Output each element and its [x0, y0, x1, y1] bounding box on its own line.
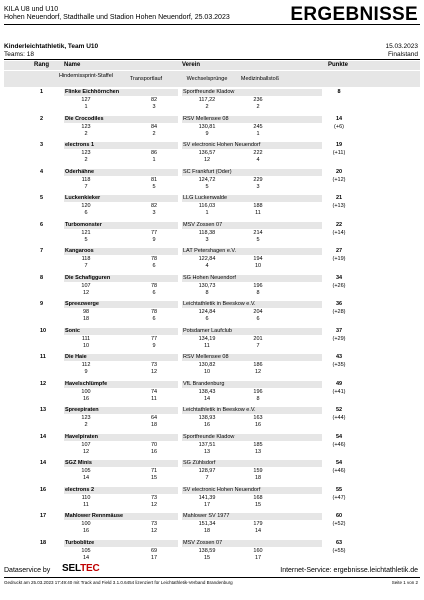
row-discipline-rank: 18 [82, 316, 90, 322]
row-value: 74 [150, 388, 158, 395]
row-club: Potsdamer Laufclub [182, 328, 322, 335]
row-club: SC Frankfurt (Oder) [182, 169, 322, 176]
row-points-diff: (+13) [332, 203, 346, 209]
table-row [4, 169, 420, 196]
row-value: 196 [253, 388, 263, 395]
row-value: 82 [150, 97, 158, 103]
row-value: 118 [81, 256, 91, 262]
row-discipline-rank: 10 [203, 369, 211, 375]
row-rank: 13 [40, 407, 47, 413]
row-value: 127 [81, 97, 91, 103]
row-team: Die Haie [64, 354, 178, 361]
table-row [4, 381, 420, 408]
table-row [4, 116, 420, 143]
row-points-diff: (+26) [332, 282, 346, 289]
row-discipline-rank: 14 [203, 395, 211, 402]
row-discipline-rank: 15 [203, 554, 211, 561]
row-value: 185 [253, 441, 263, 448]
row-club: Leichtathletik in Beeskow e.V. [182, 407, 322, 414]
row-team: Turboblitze [64, 540, 178, 547]
col-hindernissprint: Hindernissprint-Staffel [58, 73, 113, 79]
row-club: MSV Zossen 07 [182, 222, 322, 229]
row-value: 107 [81, 282, 91, 289]
row-value: 236 [253, 97, 263, 103]
row-value: 70 [150, 441, 158, 448]
table-row [4, 407, 420, 434]
row-value: 122,84 [198, 256, 216, 262]
row-value: 100 [81, 521, 91, 527]
row-value: 123 [81, 123, 91, 130]
row-value: 64 [150, 415, 158, 421]
table-row [4, 195, 420, 222]
row-discipline-rank: 16 [82, 395, 90, 402]
row-points-diff: (+46) [332, 441, 346, 448]
row-club: Sportfreunde Kladow [182, 434, 322, 441]
row-discipline-rank: 4 [205, 263, 209, 269]
table-row [4, 460, 420, 487]
row-club: VfL Brandenburg [182, 381, 322, 388]
row-discipline-rank: 15 [150, 475, 158, 481]
row-team: Luckenkieker [64, 195, 178, 202]
row-rank: 7 [40, 248, 44, 254]
row-rank: 9 [40, 301, 44, 307]
row-team: Sonic [64, 328, 178, 335]
row-discipline-rank: 16 [254, 422, 262, 428]
row-rank: 4 [40, 168, 44, 175]
table-row [4, 513, 420, 540]
row-points: 21 [335, 195, 343, 201]
row-points: 54 [335, 460, 343, 466]
row-discipline-rank: 5 [205, 183, 209, 190]
row-discipline-rank: 8 [256, 289, 260, 296]
row-value: 130,81 [198, 123, 216, 130]
row-rank: 17 [40, 513, 47, 519]
row-value: 188 [253, 203, 263, 209]
table-row [4, 142, 420, 169]
table-row [4, 487, 420, 514]
row-points: 63 [335, 539, 343, 546]
row-team: Spreezwerge [64, 301, 178, 308]
row-discipline-rank: 14 [254, 528, 262, 534]
row-club: LLG Luckenwalde [182, 195, 322, 202]
row-points: 60 [335, 513, 343, 519]
row-club: Mahlower SV 1977 [182, 513, 322, 520]
row-team: Kangaroos [64, 248, 178, 255]
row-club: Sportfreunde Kladow [182, 89, 322, 96]
row-discipline-rank: 4 [256, 157, 260, 163]
row-discipline-rank: 14 [82, 475, 90, 481]
row-value: 141,39 [198, 494, 216, 501]
row-value: 201 [253, 335, 263, 342]
column-header [4, 61, 420, 70]
row-club: SG Zühlsdorf [182, 460, 322, 467]
row-value: 229 [253, 176, 263, 183]
row-discipline-rank: 8 [256, 395, 260, 402]
row-points-diff: (+28) [332, 309, 346, 315]
row-discipline-rank: 6 [152, 316, 156, 322]
row-club: SG Hohen Neuendorf [182, 275, 322, 282]
row-discipline-rank: 1 [256, 130, 260, 137]
row-discipline-rank: 9 [152, 342, 156, 349]
row-rank: 16 [40, 486, 47, 493]
row-points: 22 [335, 221, 343, 228]
row-value: 77 [150, 229, 158, 236]
table-row [4, 248, 420, 275]
row-value: 137,51 [198, 441, 216, 448]
row-rank: 18 [40, 539, 47, 546]
row-points-diff: (+44) [332, 415, 346, 421]
col-transportlauf: Transportlauf [129, 76, 163, 82]
row-team: Spreepiraten [64, 407, 178, 414]
row-value: 159 [253, 468, 263, 474]
row-points: 20 [335, 168, 343, 175]
table-row [4, 434, 420, 461]
row-points: 55 [335, 486, 343, 493]
row-team: Die Crocodiles [64, 116, 178, 123]
row-points-diff: (+12) [332, 176, 346, 183]
row-value: 151,34 [198, 521, 216, 527]
row-discipline-rank: 16 [203, 422, 211, 428]
row-points-diff: (+52) [332, 521, 346, 527]
row-discipline-rank: 3 [152, 104, 156, 110]
row-value: 138,93 [198, 415, 216, 421]
row-discipline-rank: 12 [203, 157, 211, 163]
row-points: 43 [335, 354, 343, 360]
result-status: Finalstand [388, 51, 418, 58]
row-value: 179 [253, 521, 263, 527]
meet-location: Hohen Neuendorf, Stadthalle und Stadion Hohen Neuendorf, 25.03.2023 [4, 14, 230, 21]
row-points: 52 [335, 407, 343, 413]
row-value: 128,97 [198, 468, 216, 474]
row-value: 214 [253, 229, 263, 236]
row-value: 98 [82, 309, 90, 315]
row-discipline-rank: 1 [205, 210, 209, 216]
row-value: 73 [150, 494, 158, 501]
row-value: 77 [150, 335, 158, 342]
row-value: 84 [150, 123, 158, 130]
row-value: 204 [253, 309, 263, 315]
row-discipline-rank: 17 [254, 554, 262, 561]
event-date: 15.03.2023 [385, 43, 418, 50]
row-discipline-rank: 18 [254, 475, 262, 481]
team-count: Teams: 18 [4, 51, 34, 58]
discipline-header [4, 71, 420, 87]
row-discipline-rank: 5 [256, 236, 260, 243]
row-value: 111 [81, 335, 91, 342]
row-discipline-rank: 12 [150, 369, 158, 375]
row-rank: 2 [40, 115, 44, 122]
row-club: SV electronic Hohen Neuendorf [182, 142, 322, 149]
row-discipline-rank: 12 [82, 289, 90, 296]
col-rang: Rang [34, 62, 49, 68]
row-discipline-rank: 9 [152, 236, 156, 243]
footer-divider [4, 577, 420, 578]
col-verein: Verein [182, 62, 201, 68]
row-value: 120 [81, 203, 91, 209]
row-discipline-rank: 1 [152, 157, 156, 163]
col-punkte: Punkte [328, 62, 349, 68]
meet-name: KILA U8 und U10 [4, 6, 59, 13]
row-discipline-rank: 10 [254, 263, 262, 269]
row-points: 34 [335, 274, 343, 281]
row-discipline-rank: 6 [152, 289, 156, 296]
row-value: 124,72 [198, 176, 216, 183]
row-points-diff: (+55) [332, 547, 346, 554]
row-value: 118 [81, 176, 91, 183]
row-value: 123 [81, 150, 91, 156]
row-discipline-rank: 18 [203, 528, 211, 534]
row-discipline-rank: 9 [84, 369, 88, 375]
row-value: 78 [150, 256, 158, 262]
row-discipline-rank: 2 [256, 104, 260, 110]
row-team: Die Schafigguren [64, 275, 178, 282]
row-points-diff: (+29) [332, 335, 346, 342]
table-row [4, 354, 420, 381]
row-team: Havelschlümpfe [64, 381, 178, 388]
row-value: 134,19 [198, 335, 216, 342]
row-club: RSV Mellensee 08 [182, 354, 322, 361]
row-rank: 12 [40, 380, 47, 387]
row-rank: 14 [40, 460, 47, 466]
row-discipline-rank: 14 [82, 554, 90, 561]
header-divider [4, 24, 420, 25]
row-value: 105 [81, 547, 91, 554]
row-value: 78 [150, 282, 158, 289]
row-value: 110 [81, 494, 91, 501]
row-discipline-rank: 2 [84, 422, 88, 428]
row-value: 245 [253, 123, 263, 130]
internet-service: Internet-Service: ergebnisse.leichtathletik.de [280, 567, 418, 574]
row-club: RSV Mellensee 08 [182, 116, 322, 123]
col-name: Name [64, 62, 81, 68]
row-points-diff: (+47) [332, 494, 346, 501]
row-rank: 1 [40, 89, 44, 95]
row-value: 73 [150, 362, 158, 368]
col-wechselspruenge: Wechselsprünge [186, 76, 228, 82]
row-discipline-rank: 6 [256, 316, 260, 322]
row-points: 19 [335, 142, 343, 148]
page-number: Seite 1 von 2 [391, 580, 418, 585]
row-discipline-rank: 7 [256, 342, 260, 349]
row-points-diff: (+19) [332, 256, 346, 262]
subheader-divider [4, 59, 420, 60]
table-row [4, 328, 420, 355]
row-value: 136,57 [198, 150, 216, 156]
row-discipline-rank: 5 [84, 236, 88, 243]
row-discipline-rank: 17 [150, 554, 158, 561]
row-value: 69 [150, 547, 158, 554]
row-value: 117,22 [198, 97, 216, 103]
row-team: Flinke Eichhörnchen [64, 89, 178, 96]
row-discipline-rank: 2 [84, 157, 88, 163]
row-discipline-rank: 10 [82, 342, 90, 349]
row-value: 123 [81, 415, 91, 421]
row-discipline-rank: 6 [84, 210, 88, 216]
row-discipline-rank: 16 [150, 448, 158, 455]
print-info: Gedruckt am 25.03.2023 17:49:40 mit Track and Field 3.1.0.6454 lizenziert für Leichtathletik-Verband Brandenburg [4, 580, 233, 585]
row-club: LAT Petershagen e.V. [182, 248, 322, 255]
row-value: 222 [253, 150, 263, 156]
dataservice-label: Dataservice by [4, 567, 51, 574]
row-discipline-rank: 11 [83, 501, 89, 508]
row-value: 107 [81, 441, 91, 448]
row-discipline-rank: 7 [84, 183, 88, 190]
row-team: Mahlower Rennmäuse [64, 513, 178, 520]
row-value: 86 [150, 150, 158, 156]
table-row [4, 301, 420, 328]
row-discipline-rank: 8 [205, 289, 209, 296]
row-discipline-rank: 11 [151, 395, 157, 402]
row-points: 37 [335, 327, 343, 334]
event-name: Kinderleichtathletik, Team U10 [4, 43, 99, 50]
row-discipline-rank: 11 [204, 342, 210, 349]
row-value: 73 [150, 521, 158, 527]
row-discipline-rank: 9 [205, 130, 209, 137]
row-team: Turbomonster [64, 222, 178, 229]
row-value: 78 [150, 309, 158, 315]
row-points: 49 [335, 380, 343, 387]
row-value: 194 [253, 256, 263, 262]
row-value: 196 [253, 282, 263, 289]
row-discipline-rank: 2 [152, 130, 156, 137]
row-rank: 11 [40, 354, 46, 360]
row-points-diff: (+41) [332, 388, 346, 395]
row-rank: 14 [40, 433, 47, 440]
row-points-diff: (+11) [332, 150, 346, 156]
row-discipline-rank: 7 [205, 475, 209, 481]
seltec-logo: SELTEC [62, 563, 100, 574]
row-points-diff: (+35) [332, 362, 346, 368]
table-row [4, 275, 420, 302]
row-club: SV electronic Hohen Neuendorf [182, 487, 322, 494]
row-discipline-rank: 6 [205, 316, 209, 322]
row-discipline-rank: 6 [152, 263, 156, 269]
row-discipline-rank: 7 [84, 263, 88, 269]
row-discipline-rank: 1 [84, 104, 88, 110]
row-value: 116,03 [198, 203, 216, 209]
table-row [4, 222, 420, 249]
row-points: 27 [335, 248, 343, 254]
row-value: 130,82 [198, 362, 216, 368]
page-title: ERGEBNISSE [290, 4, 418, 25]
row-value: 138,59 [198, 547, 216, 554]
row-points: 54 [335, 433, 343, 440]
row-value: 81 [150, 176, 158, 183]
row-value: 138,43 [198, 388, 216, 395]
row-team: electrons 1 [64, 142, 178, 149]
col-medizinballstoss: Medizinballstoß [240, 76, 280, 82]
row-team: Havelpiraten [64, 434, 178, 441]
row-team: Oderhähne [64, 169, 178, 176]
row-rank: 8 [40, 274, 44, 281]
row-discipline-rank: 18 [150, 422, 158, 428]
row-points-diff: (+14) [332, 229, 346, 236]
row-team: electrons 2 [64, 487, 178, 494]
row-value: 105 [81, 468, 91, 474]
row-discipline-rank: 16 [82, 528, 90, 534]
row-rank: 5 [40, 195, 44, 201]
row-value: 124,84 [198, 309, 216, 315]
row-points: 14 [335, 115, 343, 122]
row-discipline-rank: 15 [254, 501, 262, 508]
row-points-diff: (+6) [334, 123, 344, 130]
row-discipline-rank: 11 [255, 210, 261, 216]
row-discipline-rank: 3 [205, 236, 209, 243]
row-discipline-rank: 17 [203, 501, 211, 508]
row-value: 168 [253, 494, 263, 501]
row-value: 112 [81, 362, 91, 368]
row-discipline-rank: 12 [82, 448, 90, 455]
row-discipline-rank: 3 [152, 210, 156, 216]
row-discipline-rank: 2 [84, 130, 88, 137]
row-discipline-rank: 13 [203, 448, 211, 455]
row-value: 130,73 [198, 282, 216, 289]
row-discipline-rank: 2 [205, 104, 209, 110]
row-value: 118,38 [198, 229, 216, 236]
row-club: Leichtathletik in Beeskow e.V. [182, 301, 322, 308]
row-value: 163 [253, 415, 263, 421]
row-discipline-rank: 5 [152, 183, 156, 190]
row-discipline-rank: 13 [254, 448, 262, 455]
row-value: 121 [81, 229, 91, 236]
row-value: 82 [150, 203, 158, 209]
row-club: MSV Zossen 07 [182, 540, 322, 547]
row-points-diff: (+46) [332, 468, 346, 474]
row-value: 160 [253, 547, 263, 554]
row-discipline-rank: 12 [150, 528, 158, 534]
row-rank: 6 [40, 221, 44, 228]
row-rank: 3 [40, 142, 44, 148]
row-points: 36 [335, 301, 343, 307]
row-discipline-rank: 3 [256, 183, 260, 190]
row-discipline-rank: 12 [254, 369, 262, 375]
row-value: 100 [81, 388, 91, 395]
row-value: 71 [150, 468, 158, 474]
row-value: 186 [253, 362, 263, 368]
row-discipline-rank: 12 [150, 501, 158, 508]
row-points: 8 [337, 89, 341, 95]
table-row [4, 89, 420, 116]
row-team: SGZ Minis [64, 460, 178, 467]
row-rank: 10 [40, 327, 47, 334]
